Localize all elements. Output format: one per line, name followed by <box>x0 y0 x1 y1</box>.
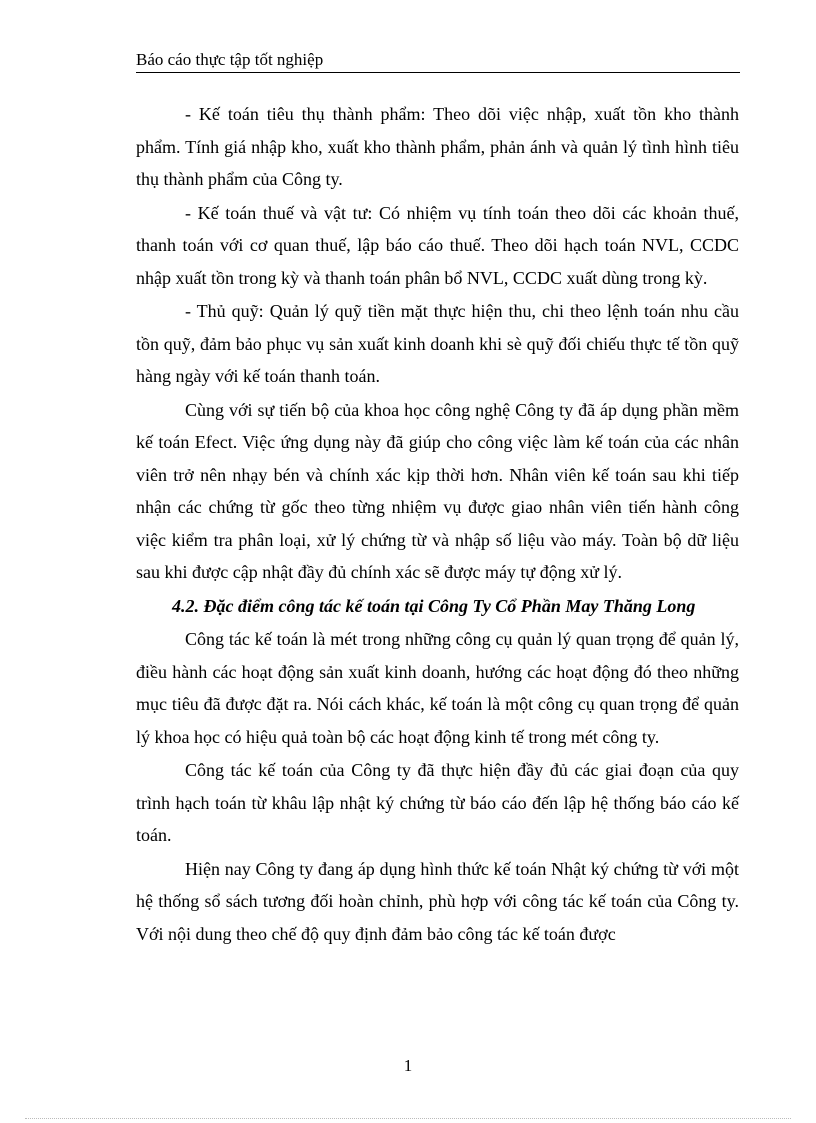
paragraph-treasurer: - Thủ quỹ: Quản lý quỹ tiền mặt thực hiện thu, chi theo lệnh toán nhu cầu tồn quỹ, đảm bảo phục vụ sản xuất kinh doanh khi sè quỹ đối chiếu thực tế tồn quỹ hàng ngày với kế toán thanh toán. <box>136 301 739 386</box>
paragraph-accounting-process: Công tác kế toán của Công ty đã thực hiện đầy đủ các giai đoạn của quy trình hạch toán từ khâu lập nhật ký chứng từ báo cáo đến lập hệ thống báo cáo kế toán. <box>136 760 739 845</box>
paragraph-efect-software: Cùng với sự tiến bộ của khoa học công nghệ Công ty đã áp dụng phần mềm kế toán Efect. Việc ứng dụng này đã giúp cho công việc làm kế toán của các nhân viên trở nên nhạy bén và chính xác kịp thời hơn. Nhân viên kế toán sau khi tiếp nhận các chứng từ gốc theo từng nhiệm vụ được giao nhân viên tiến hành công việc kiểm tra phân loại, xử lý chứng từ và nhập số liệu vào máy. Toàn bộ dữ liệu sau khi được cập nhật đầy đủ chính xác sẽ được máy tự động xử lý. <box>136 399 739 582</box>
section-heading: 4.2. Đặc điểm công tác kế toán tại Công Ty Cổ Phần May Thăng Long <box>172 595 696 616</box>
document-body <box>136 98 739 951</box>
page-number: 1 <box>403 1056 413 1075</box>
paragraph-tax-materials-accountant: - Kế toán thuế và vật tư: Có nhiệm vụ tính toán theo dõi các khoản thuế, thanh toán với cơ quan thuế, lập báo cáo thuế. Theo dõi hạch toán NVL, CCDC nhập xuất tồn trong kỳ và thanh toán phân bổ NVL, CCDC xuất dùng trong kỳ. <box>136 202 739 288</box>
paragraph-journal-form: Hiện nay Công ty đang áp dụng hình thức kế toán Nhật ký chứng từ với một hệ thống sổ sách tương đối hoàn chỉnh, phù hợp với công tác kế toán của Công ty. Với nội dung theo chế độ quy định đảm bảo công tác kế toán được <box>136 858 739 944</box>
paragraph-sales-accountant: - Kế toán tiêu thụ thành phẩm: Theo dõi việc nhập, xuất tồn kho thành phẩm. Tính giá nhập kho, xuất kho thành phẩm, phản ánh và quản lý tình hình tiêu thụ thành phẩm của Công ty. <box>136 104 739 189</box>
header-title: Báo cáo thực tập tốt nghiệp <box>136 50 324 69</box>
paragraph-accounting-role: Công tác kế toán là mét trong những công cụ quản lý quan trọng để quản lý, điều hành các hoạt động sản xuất kinh doanh, hướng các hoạt động đó theo những mục tiêu đã được đặt ra. Nói cách khác, kế toán là một công cụ quan trọng để quản lý khoa học có hiệu quả toàn bộ các hoạt động kinh tế trong mét công ty. <box>136 629 739 747</box>
page-header <box>136 50 740 73</box>
page-bottom-border <box>25 1118 791 1119</box>
